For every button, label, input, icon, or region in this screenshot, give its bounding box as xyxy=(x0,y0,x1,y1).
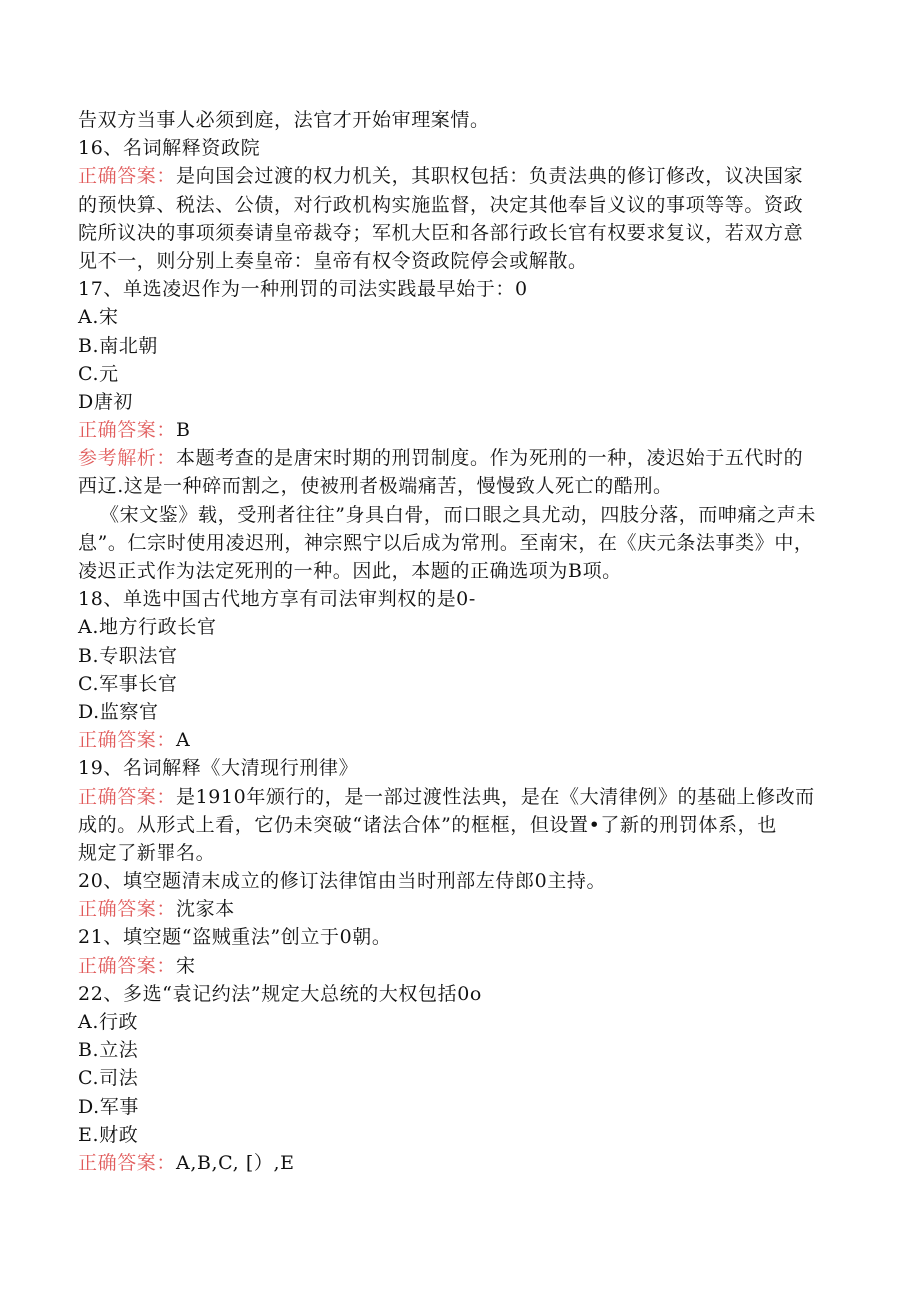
text-line xyxy=(78,642,848,670)
line-text: C.司法 xyxy=(78,1067,139,1090)
line-text: 19、名词解释《大清现行刑律》 xyxy=(78,757,359,780)
line-text: C.元 xyxy=(78,362,119,385)
answer-text: B xyxy=(176,419,191,442)
text-line xyxy=(78,839,848,867)
text-line xyxy=(78,1064,848,1092)
answer-text: 沈家本 xyxy=(176,898,235,921)
answer-line xyxy=(78,444,848,472)
text-line xyxy=(78,472,848,500)
text-line xyxy=(78,585,848,613)
line-text: 20、填空题清末成立的修订法律馆由当时刑部左侍郎0主持。 xyxy=(78,870,607,893)
correct-answer-label: 正确答案： xyxy=(78,785,177,808)
line-text: B.立法 xyxy=(78,1039,139,1062)
line-text: 成的。从形式上看，它仍未突破“诸法合体”的框框，但设置•了新的刑罚体系，也 xyxy=(78,813,777,836)
line-text: B.南北朝 xyxy=(78,334,159,357)
text-line xyxy=(78,360,848,388)
answer-line xyxy=(78,952,848,980)
analysis-label: 参考解析： xyxy=(78,447,177,470)
text-line xyxy=(78,557,848,585)
text-line xyxy=(78,191,848,219)
answer-line xyxy=(78,162,848,190)
line-text: D.监察官 xyxy=(78,700,159,723)
document-page xyxy=(78,106,848,1177)
answer-text: A,B,C, [）,E xyxy=(176,1151,295,1174)
line-text: E.财政 xyxy=(78,1123,139,1146)
text-line xyxy=(78,1036,848,1064)
line-text: 17、单选凌迟作为一种刑罚的司法实践最早始于：0 xyxy=(78,278,528,301)
text-line xyxy=(78,754,848,782)
text-line xyxy=(78,529,848,557)
text-line xyxy=(78,106,848,134)
line-text: 18、单选中国古代地方享有司法审判权的是0- xyxy=(78,588,476,611)
text-line xyxy=(78,698,848,726)
answer-text: 是1910年颁行的，是一部过渡性法典，是在《大清律例》的基础上修改而 xyxy=(176,785,815,808)
line-text: A.行政 xyxy=(78,1011,139,1033)
answer-line xyxy=(78,895,848,923)
correct-answer-label: 正确答案： xyxy=(78,1151,177,1174)
text-line xyxy=(78,1093,848,1121)
text-line xyxy=(78,1121,848,1149)
answer-line xyxy=(78,783,848,811)
line-text: 息”。仁宗时使用凌迟刑，神宗熙宁以后成为常刑。至南宋，在《庆元条法事类》中， xyxy=(78,531,814,554)
text-line xyxy=(78,388,848,416)
answer-text: 是向国会过渡的权力机关，其职权包括：负责法典的修订修改，议决国家 xyxy=(176,165,804,188)
line-text: 《宋文鉴》载，受刑者往往”身具白骨，而口眼之具尤动，四肢分落，而呻痛之声未 xyxy=(100,503,816,526)
text-line xyxy=(78,670,848,698)
line-text: 规定了新罪名。 xyxy=(78,841,216,864)
correct-answer-label: 正确答案： xyxy=(78,729,177,752)
text-line xyxy=(78,501,848,529)
answer-line xyxy=(78,726,848,754)
text-line xyxy=(78,811,848,839)
line-text: A.宋 xyxy=(78,306,119,329)
text-line xyxy=(78,613,848,641)
line-text: D.军事 xyxy=(78,1095,139,1118)
line-text: 22、多选“袁记约法”规定大总统的大权包括0o xyxy=(78,982,482,1005)
correct-answer-label: 正确答案： xyxy=(78,419,177,442)
line-text: 告双方当事人必须到庭，法官才开始审理案情。 xyxy=(78,109,490,131)
text-line xyxy=(78,332,848,360)
text-line xyxy=(78,1008,848,1036)
line-text: 的预快算、税法、公债，对行政机构实施监督，决定其他奉旨义议的事项等等。资政 xyxy=(78,193,804,216)
answer-text: A xyxy=(176,729,191,752)
text-line xyxy=(78,923,848,951)
line-text: D唐初 xyxy=(78,390,134,413)
text-line xyxy=(78,134,848,162)
text-line xyxy=(78,219,848,247)
correct-answer-label: 正确答案： xyxy=(78,165,177,188)
answer-text: 本题考查的是唐宋时期的刑罚制度。作为死刑的一种，凌迟始于五代时的 xyxy=(176,447,804,470)
line-text: A.地方行政长官 xyxy=(78,616,217,639)
line-text: 16、名词解释资政院 xyxy=(78,137,261,160)
line-text: 凌迟正式作为法定死刑的一种。因此，本题的正确选项为B项。 xyxy=(78,560,622,582)
answer-line xyxy=(78,416,848,444)
line-text: C.军事长官 xyxy=(78,672,178,695)
text-line xyxy=(78,247,848,275)
line-text: 院所议决的事项须奏请皇帝裁夺；军机大臣和各部行政长官有权要求复议，若双方意 xyxy=(78,221,804,244)
line-text: B.专职法官 xyxy=(78,644,178,667)
correct-answer-label: 正确答案： xyxy=(78,954,177,977)
correct-answer-label: 正确答案： xyxy=(78,898,177,921)
answer-line xyxy=(78,1149,848,1177)
text-line xyxy=(78,980,848,1008)
line-text: 西辽.这是一种碎而割之，使被刑者极端痛苦，慢慢致人死亡的酷刑。 xyxy=(78,475,673,498)
text-line xyxy=(78,275,848,303)
line-text: 21、填空题“盗贼重法”创立于0朝。 xyxy=(78,926,392,949)
text-line xyxy=(78,867,848,895)
answer-text: 宋 xyxy=(176,954,196,977)
text-line xyxy=(78,303,848,331)
line-text: 见不一，则分别上奏皇帝：皇帝有权令资政院停会或解散。 xyxy=(78,249,588,272)
